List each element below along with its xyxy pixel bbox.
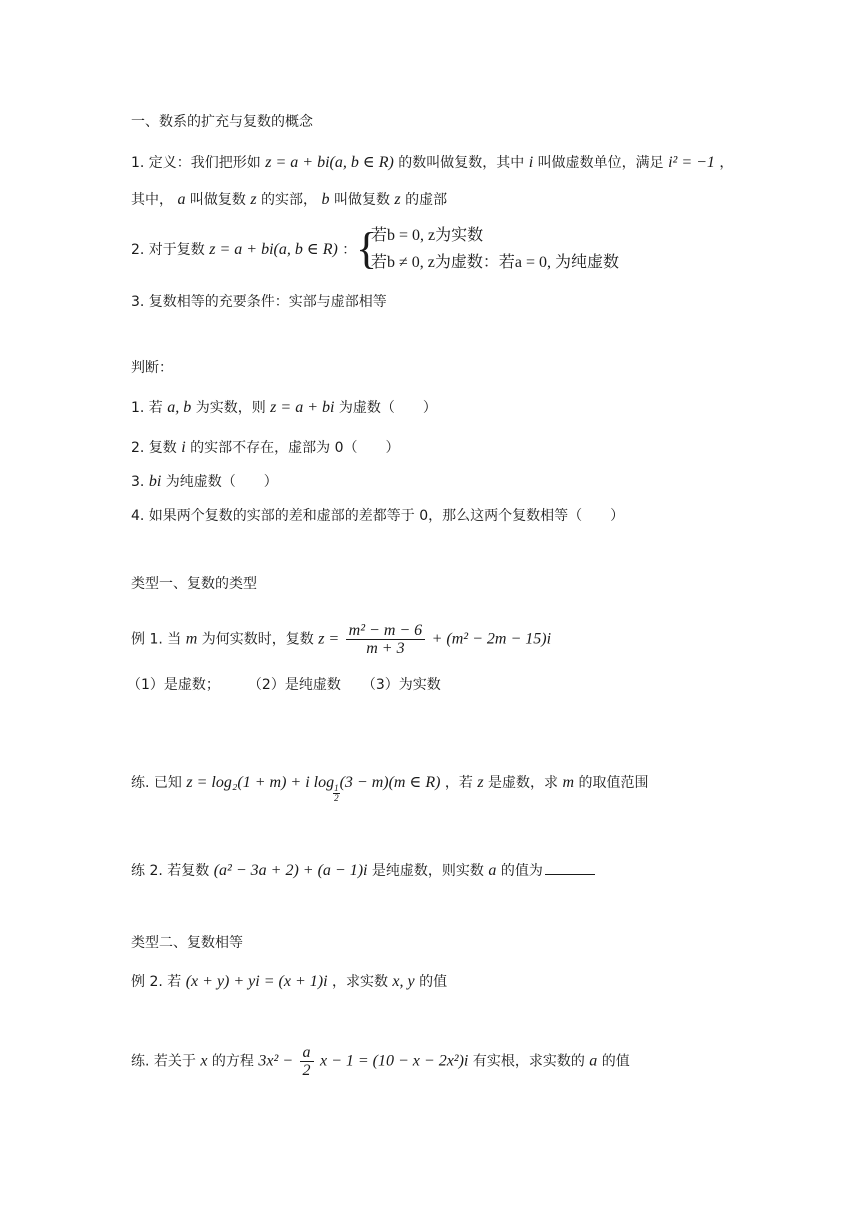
p2-mid: 是纯虚数，则实数: [371, 863, 484, 879]
q2-pre: 2. 复数: [131, 440, 177, 456]
practice-2: [131, 861, 595, 881]
def1-formula: z = a + bi(a, b ∈ R): [265, 154, 394, 171]
case-2: 若b ≠ 0, z为虚数：若a = 0, 为纯虚数: [371, 254, 620, 271]
ex1-pre: 例 1. 当: [131, 631, 182, 648]
def1-eq: i² = −1: [668, 154, 715, 171]
p3-lead: 3x² −: [258, 1052, 294, 1070]
def2-prefix: 2. 对于复数: [131, 242, 205, 258]
definition-1-cont: [131, 190, 447, 210]
case-1: 若b = 0, z为实数: [371, 227, 484, 244]
def2-formula: z = a + bi(a, b ∈ R): [209, 241, 338, 258]
p2-formula: (a² − 3a + 2) + (a − 1)i: [213, 862, 368, 879]
ex1-mid: 为何实数时，复数: [201, 631, 314, 648]
p1-mid2: 是虚数，求: [488, 775, 559, 791]
judge-title: 判断：: [131, 360, 173, 376]
ex2-pre: 例 2. 若: [131, 974, 182, 990]
def1-a: a: [177, 191, 186, 208]
def1-z2: z: [394, 191, 401, 208]
q1-mid: 为实数，则: [195, 400, 266, 416]
cases-brace: {: [356, 224, 378, 273]
section-title: 一、数系的扩充与复数的概念: [131, 114, 313, 130]
def2-colon: ：: [342, 242, 357, 258]
p1-formula-b: (3 − m)(m ∈ R): [339, 774, 441, 791]
p3-numerator: a: [300, 1044, 314, 1062]
ex1-denominator: m + 3: [366, 640, 405, 657]
def1-b: b: [321, 191, 330, 208]
ex1-rest: + (m² − 2m − 15)i: [431, 630, 552, 648]
type1-title: 类型一、复数的类型: [131, 576, 257, 592]
p3-end: 的值: [601, 1053, 630, 1070]
ex1-fraction: [346, 622, 426, 657]
example-1-options: （1）是虚数； （2）是纯虚数 （3）为实数: [127, 677, 441, 693]
judge-q4: 4. 如果两个复数的实部的差和虚部的差都等于 0，那么这两个复数相等（ ）: [131, 508, 625, 524]
p3-x: x: [200, 1052, 208, 1070]
p1-formula-a: z = log₂(1 + m) + i log: [186, 774, 335, 791]
p1-pre: 练. 已知: [131, 775, 182, 791]
p1-m: m: [562, 774, 575, 791]
p1-end: 的取值范围: [578, 775, 649, 791]
ex2-end: 的值: [419, 974, 448, 990]
ex1-z: z =: [318, 630, 340, 648]
ex2-xy: x, y: [392, 973, 415, 990]
ex2-mid: ，求实数: [331, 974, 388, 990]
p1-base-num: 1: [334, 783, 339, 793]
practice-1: [131, 773, 649, 803]
p2-end: 的值为: [500, 863, 543, 879]
def1-z: z: [250, 191, 257, 208]
q1-pre: 1. 若: [131, 400, 163, 416]
p1-base-den: 2: [334, 793, 339, 803]
p3-a: a: [589, 1052, 598, 1070]
definition-2: [131, 240, 356, 260]
q3-end: 为纯虚数（ ）: [165, 474, 278, 490]
p2-a: a: [488, 862, 497, 879]
p3-fraction: [300, 1044, 314, 1079]
def1-prefix: 1. 定义：我们把形如: [131, 155, 261, 171]
example-2: [131, 972, 447, 992]
definition-1: [131, 153, 733, 173]
answer-blank[interactable]: [545, 862, 595, 875]
p3-mid: 的方程: [211, 1053, 254, 1070]
ex1-numerator: m² − m − 6: [346, 622, 426, 640]
p1-z: z: [477, 774, 484, 791]
q1-formula: z = a + bi: [270, 399, 335, 416]
q1-ab: a, b: [167, 399, 192, 416]
judge-q3: [131, 472, 278, 492]
p2-pre: 练 2. 若复数: [131, 863, 210, 879]
def1-comma: ，: [719, 155, 734, 171]
q2-end: 的实部不存在，虚部为 0（ ）: [190, 440, 400, 456]
p3-denominator: 2: [302, 1062, 311, 1079]
p1-mid: ，若: [444, 775, 473, 791]
def1-cont-mid3: 叫做复数: [333, 192, 390, 208]
example-1: [131, 622, 551, 657]
ex1-m: m: [185, 630, 198, 648]
judge-q1: [131, 398, 437, 418]
practice-3: [131, 1044, 630, 1079]
judge-q2: [131, 438, 400, 458]
type2-title: 类型二、复数相等: [131, 935, 243, 951]
p3-pre: 练. 若关于: [131, 1053, 196, 1070]
q3-bi: bi: [148, 473, 162, 490]
p3-rest: x − 1 = (10 − x − 2x²)i: [319, 1052, 469, 1070]
definition-3: 3. 复数相等的充要条件：实部与虚部相等: [131, 294, 387, 310]
def1-cont-mid: 叫做复数: [189, 192, 246, 208]
def1-i: i: [528, 154, 534, 171]
q1-end: 为虚数（ ）: [338, 400, 437, 416]
def1-cont-prefix: 其中，: [131, 192, 173, 208]
q2-i: i: [181, 439, 186, 456]
def1-cont-mid2: 的实部，: [261, 192, 318, 208]
p3-mid2: 有实根，求实数的: [472, 1053, 585, 1070]
def1-mid2: 叫做虚数单位，满足: [537, 155, 664, 171]
def1-mid: 的数叫做复数，其中: [398, 155, 525, 171]
ex2-formula: (x + y) + yi = (x + 1)i: [185, 973, 328, 990]
q3-pre: 3.: [131, 474, 145, 490]
def1-cont-end: 的虚部: [405, 192, 448, 208]
